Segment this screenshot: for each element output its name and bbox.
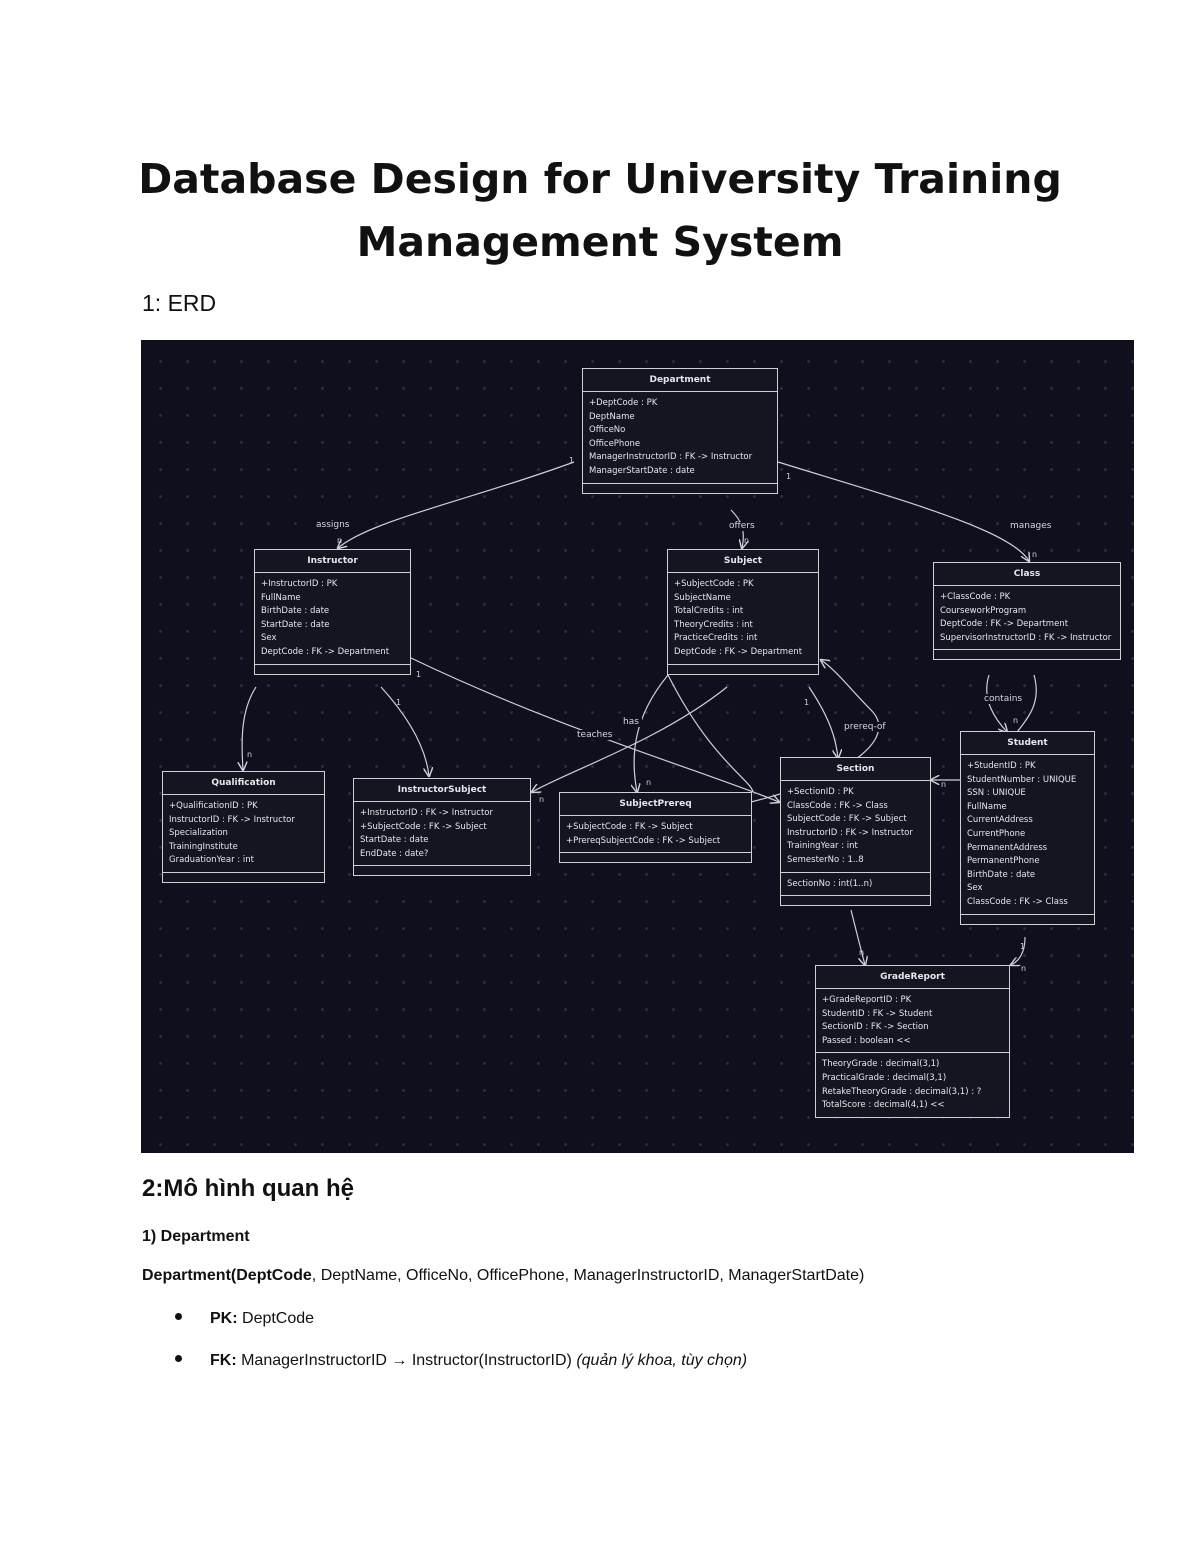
- attr: SupervisorInstructorID : FK -> Instructor: [940, 632, 1112, 643]
- label-has: has: [620, 717, 642, 727]
- entity-footer: [560, 852, 751, 862]
- entity-attributes: [781, 781, 930, 872]
- attr: TrainingInstitute: [169, 841, 238, 852]
- attr: EndDate : date?: [360, 848, 429, 859]
- card-is-n: n: [539, 795, 545, 804]
- attr: SemesterNo : 1..8: [787, 854, 864, 865]
- rel-has-b: [668, 675, 753, 792]
- attr: ManagerStartDate : date: [589, 465, 695, 476]
- entity-footer: [583, 483, 777, 493]
- entity-instructorsubject: [353, 778, 531, 876]
- attr: +SubjectCode : FK -> Subject: [566, 822, 693, 832]
- card-grade-n2: n: [859, 948, 865, 957]
- attr: TheoryCredits : int: [674, 619, 753, 630]
- entity-attributes-2: [816, 1052, 1009, 1116]
- erd-diagram: [141, 340, 1134, 1153]
- attr: +PrereqSubjectCode : FK -> Subject: [566, 835, 721, 846]
- attr: SSN : UNIQUE: [967, 788, 1026, 799]
- rel-instructor-subject-b: [532, 687, 727, 792]
- attr: GraduationYear : int: [169, 855, 254, 866]
- attr: Specialization: [169, 828, 228, 839]
- relation-attributes: , DeptName, OfficeNo, OfficePhone, ManagerInstructorID, ManagerStartDate): [311, 1267, 865, 1284]
- entity-subject: [667, 549, 819, 675]
- entity-attributes: [816, 989, 1009, 1052]
- bullet-dot-icon: [175, 1355, 182, 1362]
- entity-title: Student: [961, 732, 1094, 755]
- entity-attributes: [668, 573, 818, 664]
- card-sp-n: n: [646, 778, 652, 787]
- bullet-fk: [175, 1352, 747, 1370]
- attr: PermanentPhone: [967, 856, 1040, 867]
- entity-title: Department: [583, 369, 777, 392]
- attr: TotalCredits : int: [674, 606, 744, 617]
- attr: PermanentAddress: [967, 842, 1048, 853]
- card-subj-1: 1: [804, 698, 810, 707]
- attr: +SubjectCode : PK: [674, 579, 754, 589]
- attr: FullName: [967, 801, 1007, 812]
- entity-attributes-2: [781, 872, 930, 896]
- card-grade-n: n: [1021, 964, 1027, 973]
- entity-attributes: [560, 816, 751, 852]
- bullet-dot-icon: [175, 1313, 182, 1320]
- attr: Sex: [261, 633, 277, 644]
- attr: PracticalGrade : decimal(3,1): [822, 1072, 947, 1083]
- document-title: [100, 148, 1100, 274]
- entity-title: InstructorSubject: [354, 779, 530, 802]
- entity-footer: [961, 914, 1094, 924]
- attr: ClassCode : FK -> Class: [967, 896, 1068, 907]
- entity-footer: [668, 664, 818, 674]
- attr: InstructorID : FK -> Instructor: [787, 827, 913, 838]
- attr: Sex: [967, 883, 983, 894]
- entity-gradereport: [815, 965, 1010, 1118]
- entity-attributes: [934, 586, 1120, 649]
- entity-title: Instructor: [255, 550, 410, 573]
- attr: Passed : boolean <<: [822, 1035, 911, 1046]
- card-instructor-n: n: [337, 536, 343, 545]
- attr: StudentID : FK -> Student: [822, 1008, 933, 1019]
- section-heading-erd: 1: ERD: [142, 290, 217, 316]
- card-subject-n: n: [744, 536, 750, 545]
- entity-footer: [934, 649, 1120, 659]
- card-class-n: n: [1032, 550, 1038, 559]
- entity-attributes: [354, 802, 530, 865]
- card-student-n: n: [1013, 716, 1019, 725]
- entity-instructor: [254, 549, 411, 675]
- label-assigns: assigns: [313, 520, 353, 530]
- card-section-n: n: [941, 780, 947, 789]
- attr: TheoryGrade : decimal(3,1): [822, 1059, 940, 1070]
- attr: OfficeNo: [589, 425, 626, 436]
- attr: SubjectName: [674, 592, 731, 603]
- entity-class: [933, 562, 1121, 660]
- card-instr-1b: 1: [416, 670, 422, 679]
- entity-attributes: [255, 573, 410, 664]
- attr: RetakeTheoryGrade : decimal(3,1) : ?: [822, 1086, 982, 1097]
- attr: +QualificationID : PK: [169, 801, 258, 811]
- card-instr-1: 1: [396, 698, 402, 707]
- card-qual-n: n: [247, 750, 253, 759]
- entity-footer: [163, 872, 324, 882]
- attr: CourseworkProgram: [940, 605, 1027, 616]
- relation-open: (: [230, 1267, 237, 1284]
- attr: SectionID : FK -> Section: [822, 1022, 929, 1033]
- attr: +InstructorID : PK: [261, 579, 338, 589]
- entity-title: Subject: [668, 550, 818, 573]
- attr: DeptCode : FK -> Department: [674, 646, 803, 657]
- label-manages: manages: [1007, 521, 1054, 531]
- relation-pk: DeptCode: [236, 1267, 312, 1284]
- attr: StartDate : date: [261, 619, 330, 630]
- attr: PracticeCredits : int: [674, 633, 758, 644]
- label-teaches: teaches: [574, 730, 615, 740]
- rel-has: [634, 675, 668, 792]
- attr: DeptCode : FK -> Department: [940, 619, 1069, 630]
- entity-title: SubjectPrereq: [560, 793, 751, 816]
- entity-attributes: [961, 755, 1094, 914]
- attr: BirthDate : date: [261, 606, 330, 617]
- attr: DeptCode : FK -> Department: [261, 646, 390, 657]
- attr: FullName: [261, 592, 301, 603]
- attr: SectionNo : int(1..n): [787, 878, 873, 889]
- attr: SubjectCode : FK -> Subject: [787, 814, 907, 825]
- attr: DeptName: [589, 411, 635, 422]
- entity-student: [960, 731, 1095, 925]
- rel-subject-section: [809, 687, 838, 758]
- label-offers: offers: [726, 521, 758, 531]
- bullet-pk: [175, 1310, 314, 1328]
- title-line-2: Management System: [356, 218, 844, 266]
- attr: BirthDate : date: [967, 869, 1036, 880]
- attr: OfficePhone: [589, 438, 641, 449]
- attr: ClassCode : FK -> Class: [787, 800, 888, 811]
- entity-footer: [354, 865, 530, 875]
- attr: CurrentPhone: [967, 828, 1026, 839]
- fk-value: ManagerInstructorID → Instructor(InstructorID): [236, 1352, 577, 1369]
- section-heading-relational-model: 2:Mô hình quan hệ: [142, 1175, 354, 1202]
- relation-name: Department: [142, 1267, 231, 1284]
- label-contains: contains: [981, 694, 1025, 704]
- entity-footer: [255, 664, 410, 674]
- entity-attributes: [583, 392, 777, 483]
- card-student-1: 1: [1020, 942, 1026, 951]
- fk-note: (quản lý khoa, tùy chọn): [576, 1352, 748, 1369]
- subsection-department: 1) Department: [142, 1228, 250, 1245]
- rel-assigns: [338, 462, 574, 548]
- attr: +DeptCode : PK: [589, 398, 658, 408]
- attr: +SubjectCode : FK -> Subject: [360, 821, 487, 832]
- attr: CurrentAddress: [967, 815, 1033, 826]
- attr: +StudentID : PK: [967, 761, 1036, 771]
- attr: +SectionID : PK: [787, 787, 854, 797]
- entity-footer: [781, 895, 930, 905]
- entity-title: Section: [781, 758, 930, 781]
- attr: +GradeReportID : PK: [822, 995, 912, 1005]
- entity-department: [582, 368, 778, 494]
- attr: StudentNumber : UNIQUE: [967, 774, 1077, 785]
- entity-title: GradeReport: [816, 966, 1009, 989]
- entity-subjectprereq: [559, 792, 752, 863]
- attr: +InstructorID : FK -> Instructor: [360, 808, 493, 818]
- label-prereq-of: prereq-of: [841, 722, 889, 732]
- attr: ManagerInstructorID : FK -> Instructor: [589, 452, 753, 463]
- attr: TotalScore : decimal(4,1) <<: [822, 1100, 945, 1111]
- entity-qualification: [162, 771, 325, 883]
- entity-title: Qualification: [163, 772, 324, 795]
- relation-schema: [142, 1267, 864, 1285]
- rel-manages: [778, 462, 1029, 561]
- pk-value: DeptCode: [237, 1310, 315, 1327]
- attr: +ClassCode : PK: [940, 592, 1011, 602]
- attr: InstructorID : FK -> Instructor: [169, 814, 295, 825]
- attr: StartDate : date: [360, 835, 429, 846]
- card-dept-1b: 1: [786, 472, 792, 481]
- entity-title: Class: [934, 563, 1120, 586]
- entity-attributes: [163, 795, 324, 872]
- attr: TrainingYear : int: [787, 841, 858, 852]
- pk-label: PK:: [210, 1310, 238, 1327]
- fk-label: FK:: [210, 1352, 237, 1369]
- rel-instructor-subject-a: [381, 687, 429, 776]
- entity-section: [780, 757, 931, 906]
- title-line-1: Database Design for University Training: [138, 155, 1062, 203]
- card-dept-1: 1: [569, 456, 575, 465]
